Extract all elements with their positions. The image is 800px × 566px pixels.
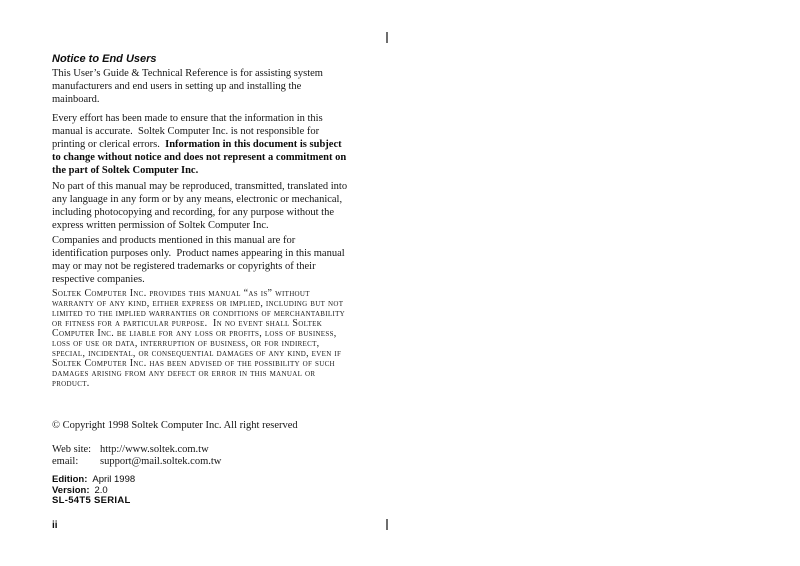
notice-heading: Notice to End Users [52, 53, 157, 65]
edition-value: April 1998 [92, 474, 136, 485]
version-label: Version: [52, 484, 90, 496]
intro-paragraph: This User’s Guide & Technical Reference is for assisting system manufacturers and end users in setting up and installing the mainboard. [52, 68, 326, 105]
copyright-line: © Copyright 1998 Soltek Computer Inc. All right reserved [52, 420, 298, 431]
website-row [52, 444, 350, 456]
edition-row [52, 475, 350, 486]
warranty-disclaimer: Soltek Computer Inc. provides this manual “as is” without warranty of any kind, either express or implied, including but not limited to the implied warranties or conditions of merchantability or fitness for a particular purpose. In no event shall Soltek Computer Inc. be liable for any loss or profits, loss of business, loss of use or data, interruption of business, or for indirect, special, incidental, or consequential damages of any kind, even if Soltek Computer Inc. has been advised of the possibility of such damages arising from any defect or error in this manual or product. [52, 288, 348, 389]
version-value: 2.0 [94, 484, 108, 496]
change-notice-bold-text: Information in this document is subject to change without notice and does not represent a commitment on the part of Soltek Computer Inc. [52, 139, 349, 176]
website-url: http://www.soltek.com.tw [100, 444, 209, 455]
page-number: ii [52, 520, 58, 531]
edition-label: Edition: [52, 474, 88, 485]
trademark-paragraph: Companies and products mentioned in this manual are for identification purposes only. Product names appearing in this manual may or may not be registered trademarks or copyrights of their respective companies. [52, 235, 348, 285]
reproduction-paragraph: No part of this manual may be reproduced, transmitted, translated into any language in any form or by any means, electronic or mechanical, including photocopying and recording, for any purpose without the express written permission of Soltek Computer Inc. [52, 181, 350, 231]
email-label: email: [52, 455, 79, 467]
website-label: Web site: [52, 444, 92, 455]
accuracy-paragraph [52, 112, 350, 177]
accuracy-text: Every effort has been made to ensure that the information in this manual is accurate. Soltek Computer Inc. is not responsible for printing or clerical errors. [52, 113, 326, 150]
center-fold-mark-top [386, 32, 388, 43]
email-address: support@mail.soltek.com.tw [100, 455, 222, 467]
model-number: SL-54T5 SERIAL [52, 495, 131, 506]
contact-block [52, 444, 350, 467]
email-row [52, 456, 350, 468]
center-fold-mark-bottom [386, 519, 388, 530]
edition-block [52, 475, 350, 507]
